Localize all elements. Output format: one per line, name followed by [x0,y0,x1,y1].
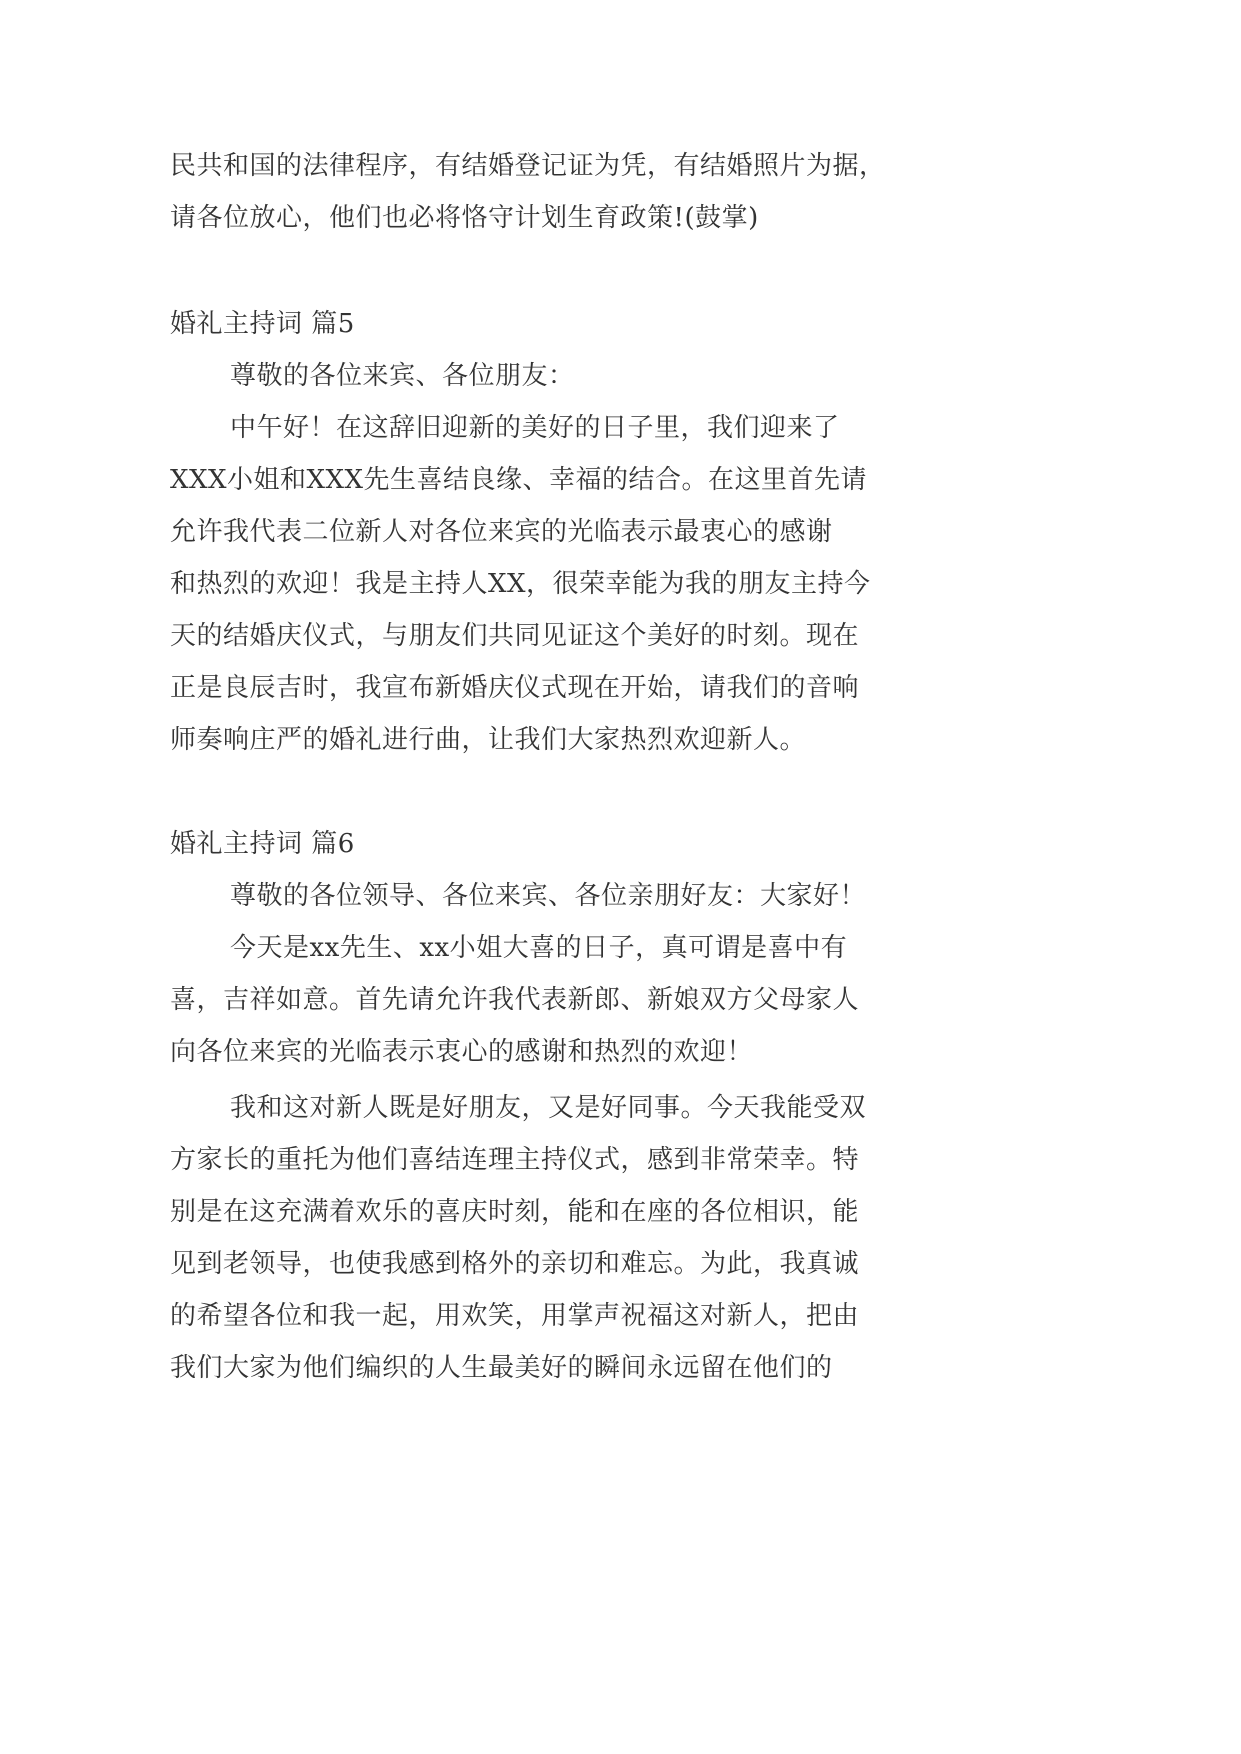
section-heading: 婚礼主持词 篇6 [170,829,355,859]
text-line: 今天是xx先生、xx小姐大喜的日子，真可谓是喜中有 [230,933,848,963]
text-line: 师奏响庄严的婚礼进行曲，让我们大家热烈欢迎新人。 [170,725,807,755]
text-line: XXX小姐和XXX先生喜结良缘、幸福的结合。在这里首先请 [170,465,868,495]
text-line: 中午好！在这辞旧迎新的美好的日子里，我们迎来了 [230,413,840,443]
text-line: 我们大家为他们编织的人生最美好的瞬间永远留在他们的 [170,1353,833,1383]
text-line: 和热烈的欢迎！我是主持人XX，很荣幸能为我的朋友主持今 [170,569,871,599]
text-line: 正是良辰吉时，我宣布新婚庆仪式现在开始，请我们的音响 [170,673,860,703]
text-line: 喜，吉祥如意。首先请允许我代表新郎、新娘双方父母家人 [170,985,860,1015]
section-heading: 婚礼主持词 篇5 [170,309,355,339]
salutation: 尊敬的各位领导、各位来宾、各位亲朋好友：大家好！ [230,881,867,911]
text-line: 的希望各位和我一起，用欢笑，用掌声祝福这对新人，把由 [170,1301,860,1331]
text-line: 请各位放心，他们也必将恪守计划生育政策!(鼓掌) [170,203,759,233]
text-line: 允许我代表二位新人对各位来宾的光临表示最衷心的感谢 [170,517,833,547]
text-line: 民共和国的法律程序，有结婚登记证为凭，有结婚照片为据， [170,151,886,181]
text-line: 见到老领导，也使我感到格外的亲切和难忘。为此，我真诚 [170,1249,860,1279]
text-line: 向各位来宾的光临表示衷心的感谢和热烈的欢迎！ [170,1037,754,1067]
text-line: 天的结婚庆仪式，与朋友们共同见证这个美好的时刻。现在 [170,621,860,651]
salutation: 尊敬的各位来宾、各位朋友： [230,361,575,391]
text-line: 我和这对新人既是好朋友，又是好同事。今天我能受双 [230,1093,867,1123]
text-line: 别是在这充满着欢乐的喜庆时刻，能和在座的各位相识，能 [170,1197,860,1227]
text-line: 方家长的重托为他们喜结连理主持仪式，感到非常荣幸。特 [170,1145,860,1175]
